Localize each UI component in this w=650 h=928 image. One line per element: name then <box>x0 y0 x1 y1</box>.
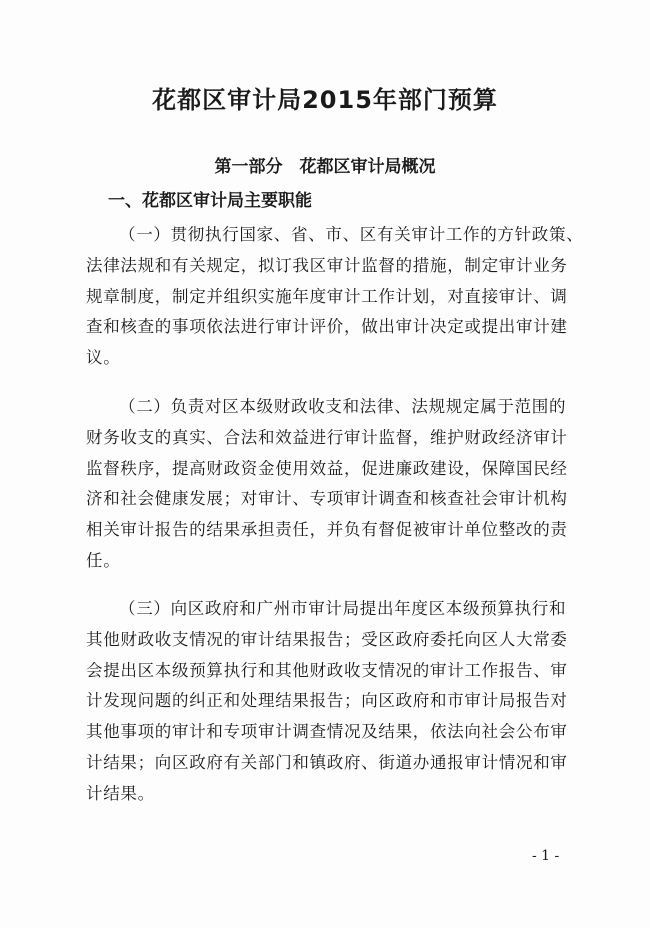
paragraph-duty-2 <box>86 392 586 577</box>
part-heading: 第一部分 花都区审计局概况 <box>214 157 436 177</box>
section-heading: 一、花都区审计局主要职能 <box>108 191 312 211</box>
paragraph-line: 济和社会健康发展；对审计、专项审计调查和核查社会审计机构 <box>86 489 568 509</box>
paragraph-line: 议。 <box>86 348 121 368</box>
paragraph-line: 任。 <box>86 550 121 570</box>
paragraph-line: 相关审计报告的结果承担责任，并负有督促被审计单位整改的责 <box>86 520 568 540</box>
paragraph-line: 规章制度，制定并组织实施年度审计工作计划，对直接审计、调 <box>86 286 568 306</box>
paragraph-duty-1 <box>86 220 586 374</box>
paragraph-line: 会提出区本级预算执行和其他财政收支情况的审计工作报告、审 <box>86 660 568 680</box>
paragraph-line: 监督秩序，提高财政资金使用效益，促进廉政建设，保障国民经 <box>86 458 568 478</box>
document-title: 花都区审计局2015年部门预算 <box>152 86 498 114</box>
paragraph-line: 其他财政收支情况的审计结果报告；受区政府委托向区人大常委 <box>86 629 568 649</box>
page-number: - 1 - <box>532 848 560 864</box>
paragraph-line: 法律法规和有关规定，拟订我区审计监督的措施，制定审计业务 <box>86 255 568 275</box>
paragraph-duty-3 <box>86 594 586 810</box>
paragraph-line: 计发现问题的纠正和处理结果报告；向区政府和市审计局报告对 <box>86 691 568 711</box>
paragraph-line: 其他事项的审计和专项审计调查情况及结果，依法向社会公布审 <box>86 722 568 742</box>
paragraph-line: 计结果；向区政府有关部门和镇政府、街道办通报审计情况和审 <box>86 752 568 772</box>
paragraph-line: （一）贯彻执行国家、省、市、区有关审计工作的方针政策、 <box>119 225 584 244</box>
paragraph-line: 财务收支的真实、合法和效益进行审计监督，维护财政经济审计 <box>86 427 568 447</box>
paragraph-line: 计结果。 <box>86 783 155 803</box>
paragraph-line: 查和核查的事项依法进行审计评价，做出审计决定或提出审计建 <box>86 317 568 337</box>
paragraph-line: （三）向区政府和广州市审计局提出年度区本级预算执行和 <box>119 599 567 618</box>
paragraph-line: （二）负责对区本级财政收支和法律、法规规定属于范围的 <box>119 397 567 416</box>
